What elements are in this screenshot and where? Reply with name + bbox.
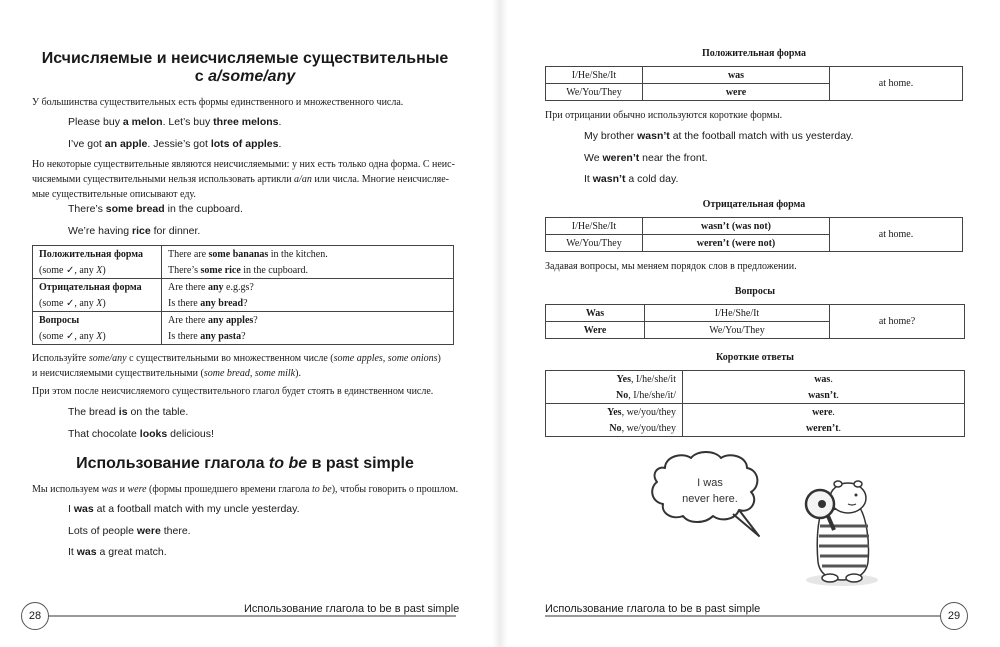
table-row: Was I/He/She/It at home?: [546, 305, 965, 322]
capybara-illustration: [796, 470, 888, 588]
table-row: I/He/She/It wasn’t (was not) at home.: [546, 218, 963, 235]
was-were-intro: Мы используем was и were (формы прошедшего времени глагола to be), чтобы говорить о прошлом.: [32, 484, 459, 495]
example-chocolate: That chocolate looks delicious!: [68, 428, 214, 440]
table-row: Отрицательная форма Are there any e.g.gs?: [33, 279, 454, 296]
usage-paragraph: Используйте some/any с существительными во множественном числе (some apples, some onions) и неисчисляемыми существительными (some bread, some milk).: [32, 353, 441, 379]
table-row: No, we/you/they weren’t.: [546, 420, 965, 437]
title-line-2: с a/some/any: [194, 68, 296, 85]
example-apples: I’ve got an apple. Jessie’s got lots of apples.: [68, 138, 282, 150]
negation-intro: При отрицании обычно используются короткие формы.: [545, 110, 783, 121]
page-number: 29: [940, 602, 968, 630]
negative-form-caption: Отрицательная форма: [702, 199, 806, 210]
short-answers-caption: Короткие ответы: [716, 352, 794, 363]
example-melons: Please buy a melon. Let’s buy three melons.: [68, 116, 282, 128]
example-bread-table: The bread is on the table.: [68, 406, 189, 418]
example-match: It was a great match.: [68, 546, 167, 558]
speech-bubble-text: I was never here.: [682, 477, 738, 505]
table-row: We/You/They weren’t (were not): [546, 235, 963, 252]
example-brother: My brother wasn’t at the football match with us yesterday.: [584, 130, 854, 142]
example-cold-day: It wasn’t a cold day.: [584, 173, 679, 185]
right-page: [500, 0, 1000, 647]
example-rice: We’re having rice for dinner.: [68, 225, 201, 237]
negative-form-table: [545, 217, 963, 252]
questions-table: [545, 304, 965, 339]
questions-intro: Задавая вопросы, мы меняем порядок слов в предложении.: [545, 261, 797, 272]
running-footer: Использование глагола to be в past simple: [545, 603, 761, 615]
example-front: We weren’t near the front.: [584, 152, 708, 164]
table-row: Were We/You/They: [546, 322, 965, 339]
table-row: (some ✓, any X) Is there any pasta?: [33, 328, 454, 345]
footer-rule: [46, 615, 456, 617]
example-bread: There’s some bread in the cupboard.: [68, 203, 243, 215]
page-title: [0, 50, 490, 86]
table-row: Yes, we/you/they were.: [546, 404, 965, 421]
positive-form-table: [545, 66, 963, 101]
table-row: I/He/She/It was at home.: [546, 67, 963, 84]
page-number: 28: [21, 602, 49, 630]
positive-form-caption: Положительная форма: [701, 48, 806, 59]
title-line-1: Исчисляемые и неисчисляемые существительные: [41, 50, 449, 67]
singular-verb-note: При этом после неисчисляемого существительного глагол будет стоять в единственном числе.: [32, 386, 434, 397]
table-row: Положительная форма There are some bananas in the kitchen.: [33, 246, 454, 263]
table-row: We/You/They were: [546, 84, 963, 101]
table-row: Yes, I/he/she/it was.: [546, 371, 965, 388]
table-row: No, I/he/she/it/ wasn’t.: [546, 387, 965, 404]
uncountable-paragraph: Но некоторые существительные являются неисчисляемыми: у них есть только одна форма. С неис- чисяемыми существительными нельзя использовать артикли a/an или числа. Многие неисчисляе- мые существительные описывают еду.: [32, 159, 455, 200]
intro-text: У большинства существительных есть формы единственного и множественного числа.: [32, 97, 404, 108]
section-title: Использование глагола to be в past simple: [76, 455, 414, 472]
example-football: I was at a football match with my uncle yesterday.: [68, 503, 300, 515]
short-answers-table: [545, 370, 965, 437]
table-row: (some ✓, any X) There’s some rice in the cupboard.: [33, 262, 454, 279]
table-row: (some ✓, any X) Is there any bread?: [33, 295, 454, 312]
some-any-table: [32, 245, 454, 345]
footer-rule: [545, 615, 945, 617]
table-row: Вопросы Are there any apples?: [33, 312, 454, 329]
example-people: Lots of people were there.: [68, 525, 191, 537]
running-footer: Использование глагола to be в past simple: [244, 603, 460, 615]
questions-caption: Вопросы: [734, 286, 776, 297]
